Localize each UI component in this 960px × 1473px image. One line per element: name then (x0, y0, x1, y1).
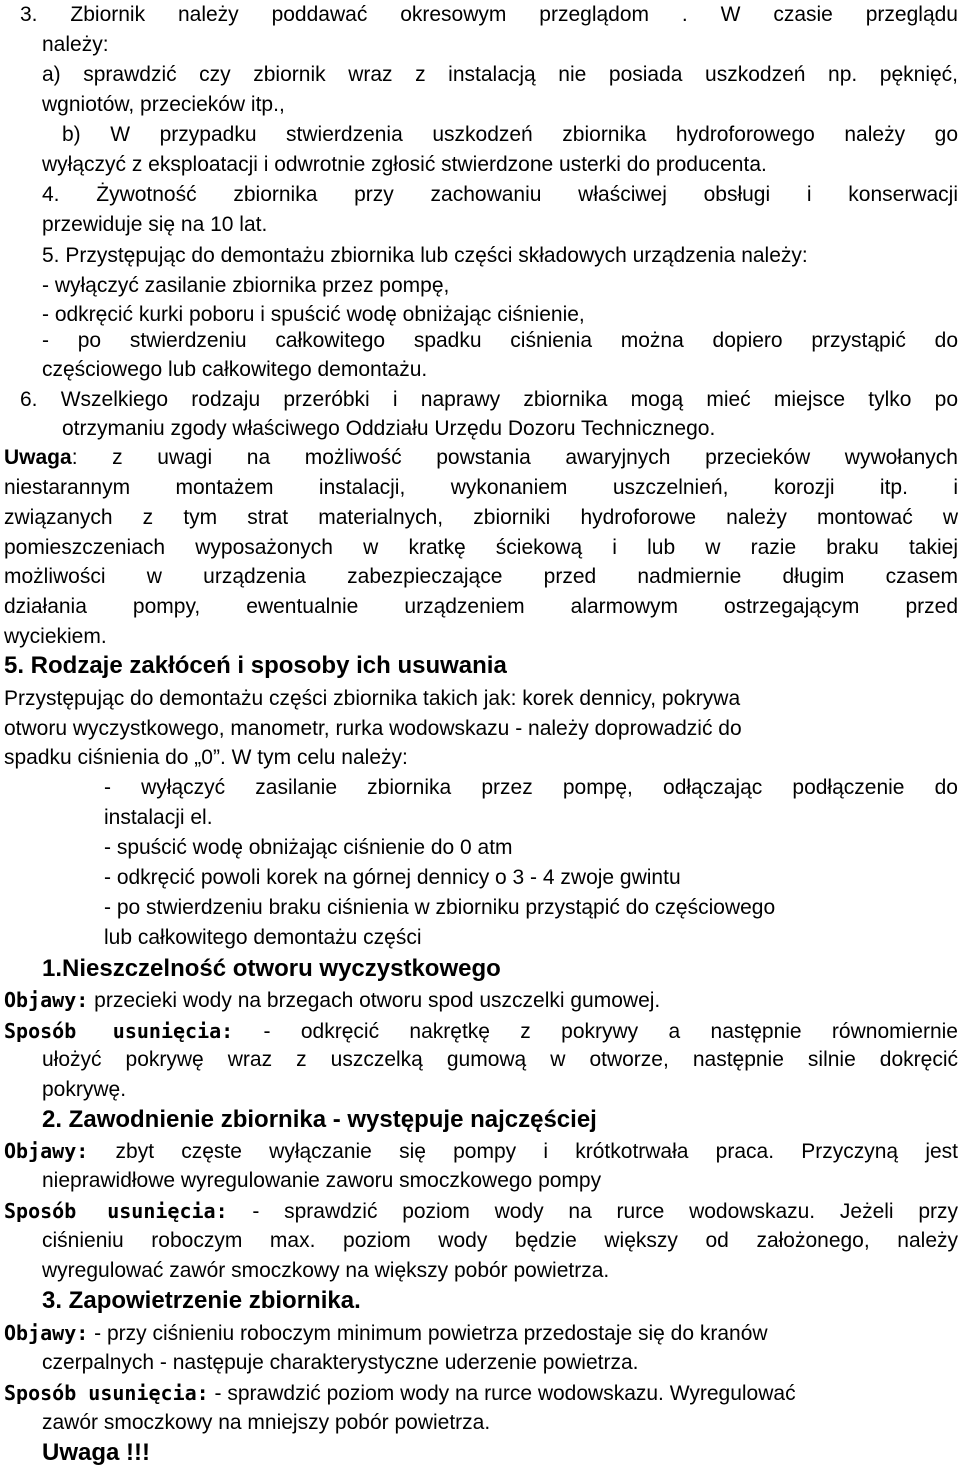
symptoms-label: Objawy: (4, 1321, 89, 1345)
text-line: Sposób usunięcia: - odkręcić nakrętkę z pokrywy a następnie równomiernie (4, 1019, 958, 1043)
text-line: należy: (42, 33, 109, 56)
text-line: Przystępując do demontażu części zbiornika takich jak: korek dennicy, pokrywa (4, 687, 741, 710)
text-line: związanych z tym strat materialnych, zbiorniki hydroforowe należy montować w (4, 506, 958, 529)
list-item: instalacji el. (104, 806, 213, 829)
text-line: a) sprawdzić czy zbiornik wraz z instalacją nie posiada uszkodzeń np. pęknięć, (42, 63, 958, 86)
text-line: przewiduje się na 10 lat. (42, 213, 268, 236)
subsection-heading: 3. Zapowietrzenie zbiornika. (42, 1287, 361, 1314)
text-line: wyciekiem. (4, 625, 107, 648)
text-line: czerpalnych - następuje charakterystyczne uderzenie powietrza. (42, 1351, 639, 1374)
uwaga-label: Uwaga (4, 446, 72, 469)
text-line: nieprawidłowe wyregulowanie zaworu smoczkowego pompy (42, 1169, 602, 1192)
text-line: otworu wyczystkowego, manometr, rurka wodowskazu - należy doprowadzić do (4, 717, 742, 740)
text-line: niestarannym montażem instalacji, wykonaniem uszczelnień, korozji itp. i (4, 476, 958, 499)
text-line: 3. Zbiornik należy poddawać okresowym przeglądom . W czasie przeglądu (20, 3, 958, 26)
text-line: pokrywę. (42, 1078, 127, 1101)
text-line: spadku ciśnienia do „0”. W tym celu należy: (4, 746, 408, 769)
list-item: - spuścić wodę obniżając ciśnienie do 0 atm (104, 836, 513, 859)
text-line: częściowego lub całkowitego demontażu. (42, 358, 428, 381)
list-item: - po stwierdzeniu braku ciśnienia w zbiorniku przystąpić do częściowego (104, 896, 776, 919)
text-line: - wyłączyć zasilanie zbiornika przez pompę, (42, 274, 450, 297)
text-line: ciśnieniu roboczym max. poziom wody będzie większy od założonego, należy (42, 1229, 958, 1252)
text-line: - po stwierdzeniu całkowitego spadku ciśnienia można dopiero przystąpić do (42, 329, 958, 352)
text-line: 4. Żywotność zbiornika przy zachowaniu właściwej obsługi i konserwacji (42, 183, 958, 206)
text-line: pomieszczeniach wyposażonych w kratkę ściekową i lub w razie braku takiej (4, 536, 958, 559)
text-line: otrzymaniu zgody właściwego Oddziału Urzędu Dozoru Technicznego. (62, 417, 716, 440)
text-line: wgniotów, przecieków itp., (42, 93, 285, 116)
text-line: wyregulować zawór smoczkowy na większy pobór powietrza. (42, 1259, 610, 1282)
text-line: 6. Wszelkiego rodzaju przeróbki i naprawy zbiornika mogą mieć miejsce tylko po (20, 388, 958, 411)
text-line: Objawy: przecieki wody na brzegach otworu spod uszczelki gumowej. (4, 988, 661, 1012)
remedy-label: Sposób usunięcia: (4, 1019, 234, 1043)
text-line: Sposób usunięcia: - sprawdzić poziom wody na rurce wodowskazu. Wyregulować (4, 1381, 796, 1405)
warning-heading: Uwaga !!! (42, 1439, 150, 1466)
text-line: działania pompy, ewentualnie urządzeniem alarmowym ostrzegającym przed (4, 595, 958, 618)
list-item: - wyłączyć zasilanie zbiornika przez pompę, odłączając podłączenie do (104, 776, 958, 799)
text-line: Uwaga: z uwagi na możliwość powstania awaryjnych przecieków wywołanych (4, 446, 958, 469)
subsection-heading: 2. Zawodnienie zbiornika - występuje najczęściej (42, 1106, 597, 1133)
section-heading: 5. Rodzaje zakłóceń i sposoby ich usuwania (4, 652, 507, 679)
text-line: wyłączyć z eksploatacji i odwrotnie zgłosić stwierdzone usterki do producenta. (42, 153, 767, 176)
list-item: lub całkowitego demontażu części (104, 926, 422, 949)
text-line: - odkręcić kurki poboru i spuścić wodę obniżając ciśnienie, (42, 303, 585, 326)
text-line: Objawy: - przy ciśnieniu roboczym minimum powietrza przedostaje się do kranów (4, 1321, 768, 1345)
text-line: możliwości w urządzenia zabezpieczające przed nadmiernie długim czasem (4, 565, 958, 588)
symptoms-label: Objawy: (4, 988, 89, 1012)
remedy-label: Sposób usunięcia: (4, 1199, 228, 1223)
text-line: ułożyć pokrywę wraz z uszczelką gumową w otworze, następnie silnie dokręcić (42, 1048, 958, 1071)
text-line: Sposób usunięcia: - sprawdzić poziom wody na rurce wodowskazu. Jeżeli przy (4, 1199, 958, 1223)
remedy-label: Sposób usunięcia: (4, 1381, 209, 1405)
list-item: - odkręcić powoli korek na górnej dennicy o 3 - 4 zwoje gwintu (104, 866, 681, 889)
subsection-heading: 1.Nieszczelność otworu wyczystkowego (42, 955, 501, 982)
text-line: b) W przypadku stwierdzenia uszkodzeń zbiornika hydroforowego należy go (62, 123, 958, 146)
symptoms-label: Objawy: (4, 1139, 89, 1163)
text-line: 5. Przystępując do demontażu zbiornika lub części składowych urządzenia należy: (42, 244, 808, 267)
text-line: Objawy: zbyt częste wyłączanie się pompy i krótkotrwała praca. Przyczyną jest (4, 1139, 958, 1163)
text-line: zawór smoczkowy na mniejszy pobór powietrza. (42, 1411, 491, 1434)
